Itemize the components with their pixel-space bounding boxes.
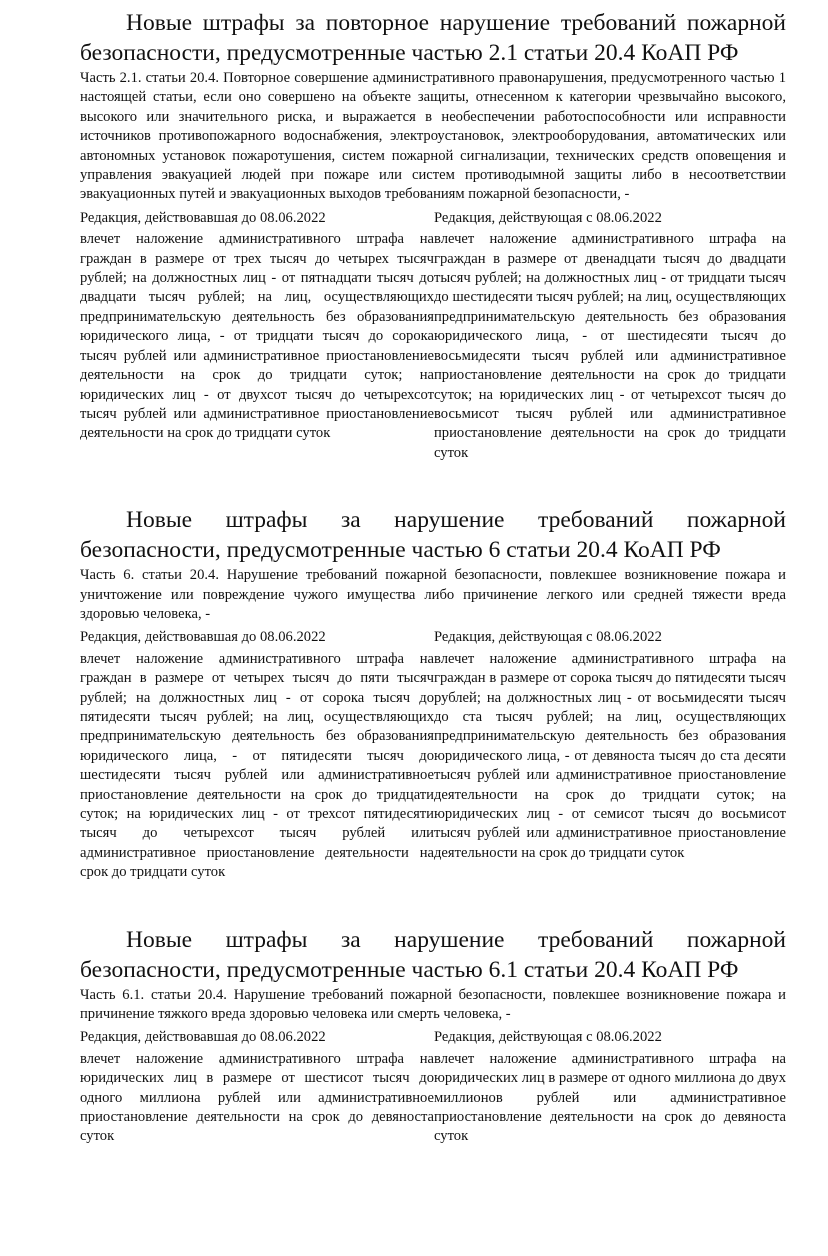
- old-edition-label: Редакция, действовавшая до 08.06.2022: [80, 1029, 326, 1046]
- section-part-6: [80, 505, 786, 883]
- section-heading: Новые штрафы за повторное нарушение требований пожарной безопасности, предусмотренные частью 2.1 статьи 20.4 КоАП РФ: [80, 10, 786, 66]
- comparison-columns: [80, 209, 786, 463]
- article-text: Часть 2.1. статьи 20.4. Повторное совершение административного правонарушения, предусмотренного частью 1 настоящей статьи, если оно совершено на объекте защиты, отнесенном к категории чрезвычайно высокого, высокого или значительного риска, и выражается в необеспечении работоспособности или исправности источников противопожарного водоснабжения, электроустановок, электрооборудования, автоматических или автономных установок пожаротушения, систем пожарной сигнализации, технических средств оповещения и управления эвакуацией людей при пожаре или систем противодымной защиты либо в несоответствии эвакуационных путей и эвакуационных выходов требованиям пожарной безопасности, -: [80, 70, 786, 203]
- section-part-6-1: [80, 925, 786, 1147]
- comparison-columns: [80, 1028, 786, 1146]
- old-edition-column: [80, 628, 434, 882]
- article-text: Часть 6. статьи 20.4. Нарушение требований пожарной безопасности, повлекшее возникновение пожара и уничтожение или повреждение чужого имущества либо причинение легкого или средней тяжести вреда здоровью человека, -: [80, 567, 786, 622]
- new-edition-column: [434, 209, 786, 463]
- comparison-columns: [80, 628, 786, 882]
- new-edition-label: Редакция, действующая с 08.06.2022: [434, 1029, 662, 1046]
- new-edition-column: [434, 1028, 786, 1146]
- new-edition-label: Редакция, действующая с 08.06.2022: [434, 209, 662, 226]
- section-heading: Новые штрафы за нарушение требований пожарной безопасности, предусмотренные частью 6 статьи 20.4 КоАП РФ: [80, 507, 786, 564]
- new-edition-text: влечет наложение административного штрафа на граждан в размере от двенадцати тысяч до двадцати тысяч рублей; на должностных лиц - от тридцати тысяч до шестидесяти тысяч рублей; на лиц, осуществляющих предпринимательскую деятельность без образования юридического лица, - от шестидесяти тысяч до восьмидесяти тысяч рублей или административное приостановление деятельности на срок до тридцати суток; на юридических лиц - от четырехсот тысяч до восьмисот тысяч рублей или административное приостановление деятельности на срок до тридцати суток: [434, 231, 786, 461]
- new-edition-text: влечет наложение административного штрафа на юридических лиц в размере от одного миллиона до двух миллионов рублей или административное приостановление деятельности на срок до девяноста суток: [434, 1050, 786, 1145]
- old-edition-column: [80, 209, 434, 463]
- old-edition-text: влечет наложение административного штрафа на граждан в размере от четырех тысяч до пяти тысяч рублей; на должностных лиц - от сорока тысяч до пятидесяти тысяч рублей; на лиц, осуществляющих предпринимательскую деятельность без образования юридического лица, - от пятидесяти тысяч до шестидесяти тысяч рублей или административное приостановление деятельности на срок до тридцати суток; на юридических лиц - от трехсот пятидесяти тысяч до четырехсот тысяч рублей или административное приостановление деятельности на срок до тридцати суток: [80, 650, 434, 881]
- new-edition-column: [434, 628, 786, 882]
- old-edition-label: Редакция, действовавшая до 08.06.2022: [80, 209, 326, 226]
- old-edition-text: влечет наложение административного штрафа на граждан в размере от трех тысяч до четырех тысяч рублей; на должностных лиц - от пятнадцати тысяч до двадцати тысяч рублей; на лиц, осуществляющих предпринимательскую деятельность без образования юридического лица, - от тридцати тысяч до сорока тысяч рублей или административное приостановление деятельности на срок до тридцати суток; на юридических лиц - от двухсот тысяч до четырехсот тысяч рублей или административное приостановление деятельности на срок до тридцати суток: [80, 231, 434, 442]
- old-edition-column: [80, 1028, 434, 1146]
- section-part-2-1: [80, 8, 786, 463]
- article-text: Часть 6.1. статьи 20.4. Нарушение требований пожарной безопасности, повлекшее возникновение пожара и причинение тяжкого вреда здоровью человека или смерть человека, -: [80, 986, 786, 1023]
- new-edition-label: Редакция, действующая с 08.06.2022: [434, 629, 662, 646]
- new-edition-text: влечет наложение административного штрафа на граждан в размере от сорока тысяч до пятидесяти тысяч рублей; на должностных лиц - от восьмидесяти тысяч до ста тысяч рублей; на лиц, осуществляющих предпринимательскую деятельность без образования юридического лица, - от девяноста тысяч до ста десяти тысяч рублей или административное приостановление деятельности на срок до тридцати суток; на юридических лиц - от семисот тысяч до восьмисот тысяч рублей или административное приостановление деятельности на срок до тридцати суток: [434, 650, 786, 861]
- section-heading: Новые штрафы за нарушение требований пожарной безопасности, предусмотренные частью 6.1 статьи 20.4 КоАП РФ: [80, 926, 786, 983]
- old-edition-text: влечет наложение административного штрафа на юридических лиц в размере от шестисот тысяч до одного миллиона рублей или административное приостановление деятельности на срок до девяноста суток: [80, 1050, 434, 1145]
- old-edition-label: Редакция, действовавшая до 08.06.2022: [80, 629, 326, 646]
